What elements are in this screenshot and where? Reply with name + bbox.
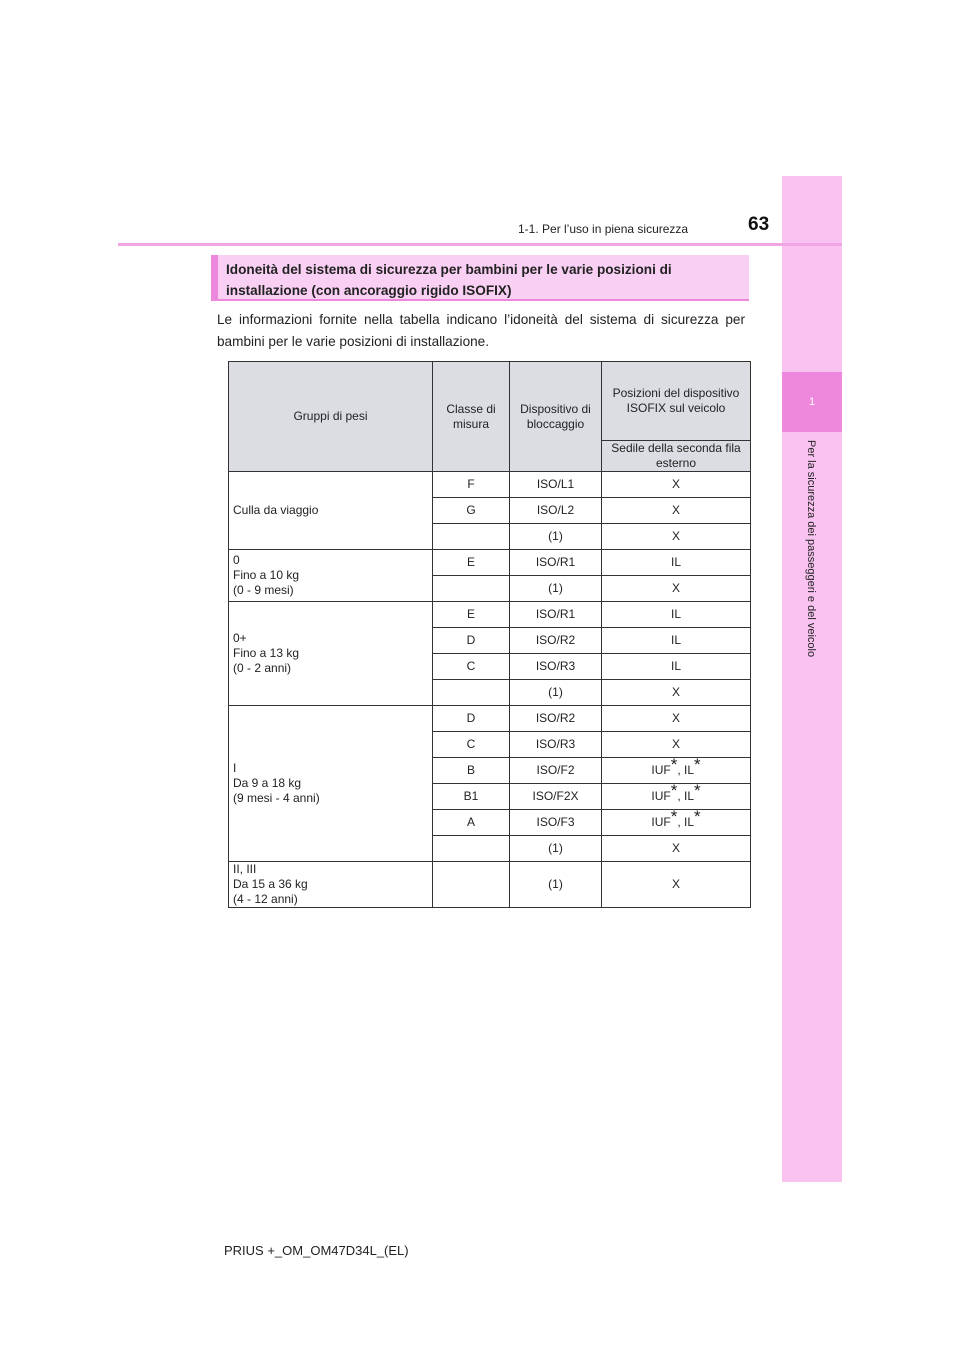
weight-group-line: I (233, 761, 237, 775)
weight-group-cell (229, 706, 433, 862)
seat-suitability-cell: IL (602, 550, 751, 576)
locking-device-cell: ISO/F3 (510, 810, 602, 836)
seat-suitability-cell: X (602, 836, 751, 862)
footnote-asterisk: * (694, 807, 701, 826)
section-heading-line-2: installazione (con ancoraggio rigido ISOFIX) (226, 283, 512, 298)
weight-group-line: (9 mesi - 4 anni) (233, 791, 320, 805)
seat-suitability-cell (602, 755, 751, 784)
locking-device-cell: ISO/L2 (510, 498, 602, 524)
weight-group-line: Da 15 a 36 kg (233, 877, 308, 891)
suitability-code: , IL (677, 815, 695, 829)
size-class-cell: D (433, 706, 510, 732)
locking-device-cell: ISO/F2 (510, 758, 602, 784)
weight-group-cell (229, 602, 433, 706)
intro-paragraph: Le informazioni fornite nella tabella indicano l’idoneità del sistema di sicurezza per bambini per le varie posizioni di installazione. (217, 312, 745, 349)
size-class-cell: C (433, 654, 510, 680)
seat-suitability-cell: X (602, 732, 751, 758)
seat-suitability-cell: X (602, 576, 751, 602)
locking-device-cell: ISO/R2 (510, 628, 602, 654)
seat-suitability-cell: X (602, 472, 751, 498)
size-class-cell: E (433, 602, 510, 628)
seat-suitability-cell: X (602, 524, 751, 550)
size-class-cell (433, 576, 510, 602)
table-row (229, 602, 751, 628)
header-size-class: Classe di misura (433, 362, 510, 472)
locking-device-cell: ISO/R2 (510, 706, 602, 732)
size-class-cell: D (433, 628, 510, 654)
footnote-asterisk: * (670, 755, 678, 774)
section-heading-line-1: Idoneità del sistema di sicurezza per bambini per le varie posizioni di (226, 262, 672, 277)
suitability-code: IUF (651, 815, 671, 829)
seat-suitability-cell: IL (602, 654, 751, 680)
page-number: 63 (748, 214, 770, 235)
locking-device-cell: (1) (510, 680, 602, 706)
weight-group-cell (229, 862, 433, 908)
locking-device-cell: (1) (510, 862, 602, 908)
weight-group-line: Fino a 13 kg (233, 646, 300, 660)
size-class-cell: B (433, 758, 510, 784)
weight-group-line: Da 9 a 18 kg (233, 776, 302, 790)
weight-group-cell (229, 472, 433, 550)
locking-device-cell: (1) (510, 576, 602, 602)
running-header: 1-1. Per l’uso in piena sicurezza (518, 222, 689, 236)
table-row (229, 862, 751, 908)
weight-group-line: (4 - 12 anni) (233, 892, 298, 906)
suitability-code: IUF (651, 763, 671, 777)
isofix-suitability-table (228, 361, 751, 908)
footnote-asterisk: * (694, 755, 701, 774)
size-class-cell: B1 (433, 784, 510, 810)
locking-device-cell: (1) (510, 836, 602, 862)
size-class-cell: G (433, 498, 510, 524)
locking-device-cell: ISO/R1 (510, 602, 602, 628)
size-class-cell (433, 524, 510, 550)
weight-group-line: (0 - 9 mesi) (233, 583, 294, 597)
seat-suitability-cell: X (602, 706, 751, 732)
size-class-cell (433, 680, 510, 706)
header-locking-device: Dispositivo di bloccaggio (510, 362, 602, 472)
seat-suitability-cell (602, 807, 751, 836)
seat-suitability-cell: X (602, 498, 751, 524)
size-class-cell: C (433, 732, 510, 758)
section-heading (211, 255, 749, 301)
chapter-number: 1 (782, 372, 842, 432)
seat-suitability-cell: X (602, 680, 751, 706)
header-divider (118, 243, 842, 246)
size-class-cell (433, 836, 510, 862)
size-class-cell: E (433, 550, 510, 576)
locking-device-cell: ISO/R3 (510, 654, 602, 680)
chapter-title: Per la sicurezza dei passeggeri e del veicolo (805, 440, 817, 658)
table-body (229, 472, 751, 908)
seat-suitability-cell: IL (602, 602, 751, 628)
weight-group-line: 0+ (233, 631, 247, 645)
size-class-cell: A (433, 810, 510, 836)
footnote-asterisk: * (694, 781, 701, 800)
locking-device-cell: ISO/R3 (510, 732, 602, 758)
locking-device-cell: ISO/F2X (510, 784, 602, 810)
table-row (229, 550, 751, 576)
header-weight-group: Gruppi di pesi (229, 362, 433, 472)
footnote-asterisk: * (670, 781, 678, 800)
document-code: PRIUS +_OM_OM47D34L_(EL) (224, 1243, 409, 1258)
size-class-cell (433, 862, 510, 908)
suitability-code: , IL (677, 763, 695, 777)
seat-suitability-cell: X (602, 862, 751, 908)
seat-suitability-cell: IL (602, 628, 751, 654)
header-isofix-positions: Posizioni del dispositivo ISOFIX sul veicolo (602, 362, 751, 441)
locking-device-cell: (1) (510, 524, 602, 550)
weight-group-line: 0 (233, 553, 240, 567)
weight-group-line: (0 - 2 anni) (233, 661, 292, 675)
suitability-code: IUF (651, 789, 671, 803)
weight-group-line: Fino a 10 kg (233, 568, 300, 582)
table-row (229, 472, 751, 498)
locking-device-cell: ISO/R1 (510, 550, 602, 576)
weight-group-line: II, III (233, 862, 257, 876)
locking-device-cell: ISO/L1 (510, 472, 602, 498)
table-row (229, 706, 751, 732)
size-class-cell: F (433, 472, 510, 498)
header-second-row-outer-seat: Sedile della seconda fila esterno (602, 441, 751, 472)
weight-group-line: Culla da viaggio (233, 503, 319, 517)
seat-suitability-cell (602, 781, 751, 810)
weight-group-cell (229, 550, 433, 602)
footnote-asterisk: * (670, 807, 678, 826)
suitability-code: , IL (677, 789, 695, 803)
